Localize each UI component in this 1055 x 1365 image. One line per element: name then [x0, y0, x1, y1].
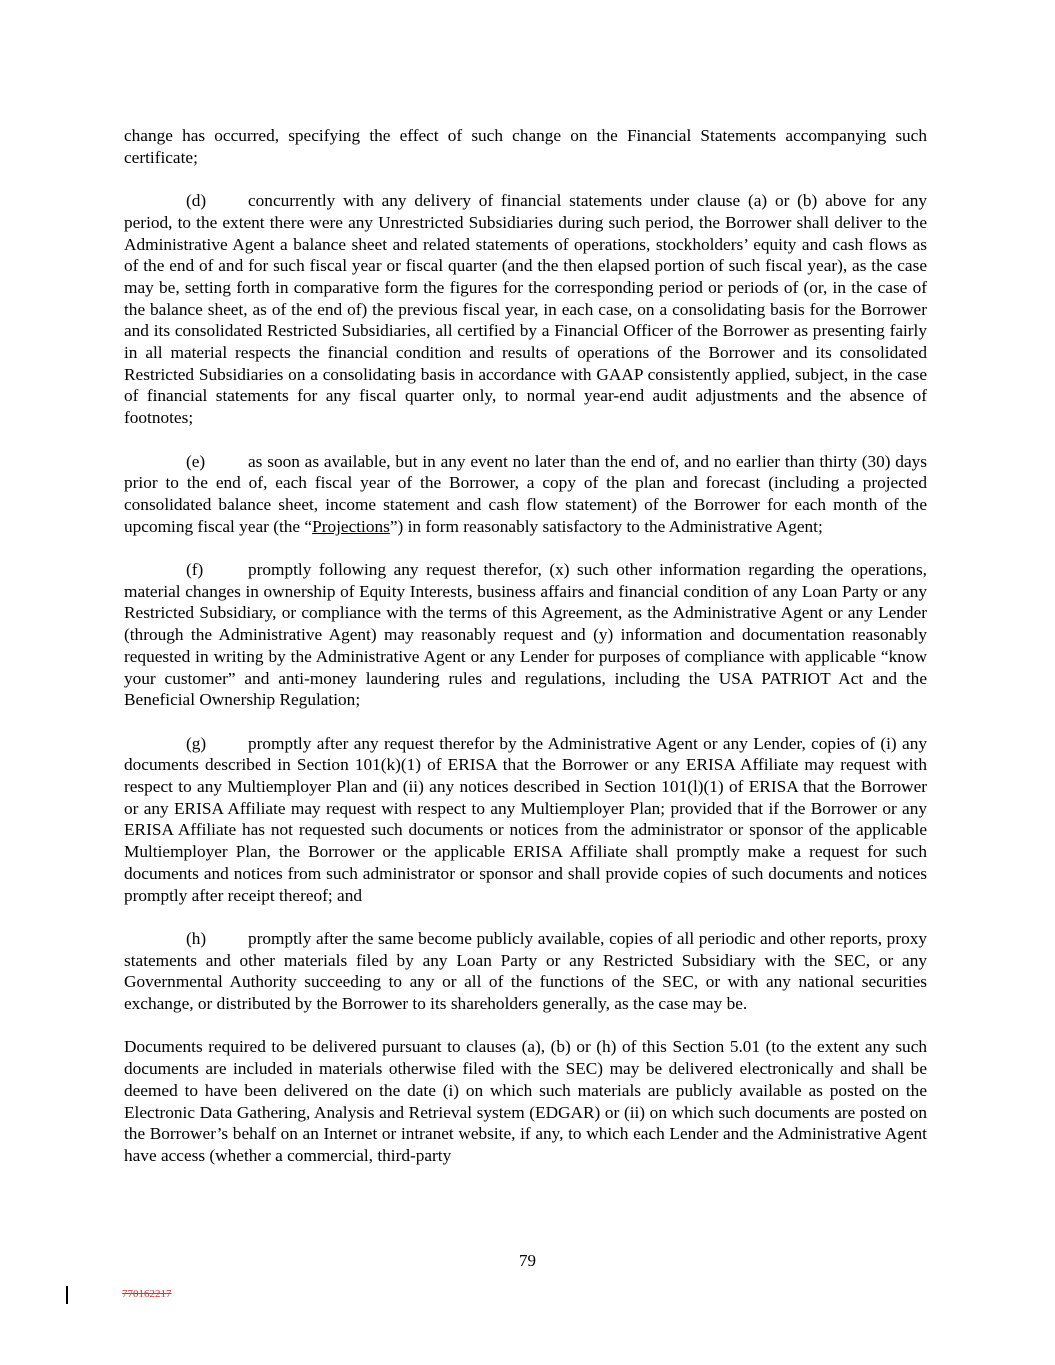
document-body — [124, 125, 927, 1188]
paragraph-text: change has occurred, specifying the effect of such change on the Financial Statements accompanying such certificate; — [124, 126, 927, 167]
revision-change-bar — [66, 1286, 68, 1304]
clause-text: promptly following any request therefor, (x) such other information regarding the operations, material changes in ownership of Equity Interests, business affairs and financial condition of any Loan Party or any Restricted Subsidiary, or compliance with the terms of this Agreement, as the Administrative Agent or any Lender (through the Administrative Agent) may reasonably request and (y) information and documentation reasonably requested in writing by the Administrative Agent or any Lender for purposes of compliance with applicable “know your customer” and anti-money laundering rules and regulations, including the USA PATRIOT Act and the Beneficial Ownership Regulation; — [124, 560, 927, 710]
clause-g — [124, 733, 927, 907]
clause-text: as soon as available, but in any event no later than the end of, and no earlier than thirty (30) days prior to the end of, each fiscal year of the Borrower, a copy of the plan and forecast (including a projected consolidated balance sheet, income statement and cash flow statement) of the Borrower for each month of the upcoming fiscal year (the “ — [124, 451, 927, 536]
clause-text: concurrently with any delivery of financial statements under clause (a) or (b) above for any period, to the extent there were any Unrestricted Subsidiaries during such period, the Borrower shall deliver to the Administrative Agent a balance sheet and related statements of operations, stockholders’ equity and cash flows as of the end of and for such fiscal year or fiscal quarter (and the then elapsed portion of such fiscal year), as the case may be, setting forth in comparative form the figures for the corresponding period or periods of (or, in the case of the balance sheet, as of the end of) the previous fiscal year, in each case, on a consolidating basis for the Borrower and its consolidated Restricted Subsidiaries, all certified by a Financial Officer of the Borrower as presenting fairly in all material respects the financial condition and results of operations of the Borrower and its consolidated Restricted Subsidiaries on a consolidating basis in accordance with GAAP consistently applied, subject, in the case of financial statements for any fiscal quarter only, to normal year-end audit adjustments and the absence of footnotes; — [124, 191, 927, 428]
clause-label: (h) — [186, 928, 207, 948]
defined-term-projections: Projections — [312, 516, 390, 536]
paragraph-intro — [124, 125, 927, 168]
clause-label: (e) — [186, 451, 206, 471]
clause-f — [124, 559, 927, 711]
clause-d — [124, 190, 927, 429]
document-id: 770162217 — [122, 1288, 172, 1300]
clause-text-end: ”) in form reasonably satisfactory to the Administrative Agent; — [389, 516, 823, 536]
paragraph-text: Documents required to be delivered pursuant to clauses (a), (b) or (h) of this Section 5.01 (to the extent any such documents are included in materials otherwise filed with the SEC) may be delivered electronically and shall be deemed to have been delivered on the date (i) on which such materials are publicly available as posted on the Electronic Data Gathering, Analysis and Retrieval system (EDGAR) or (ii) on which such documents are posted on the Borrower’s behalf on an Internet or intranet website, if any, to which each Lender and the Administrative Agent have access (whether a commercial, third-party — [124, 1037, 927, 1165]
paragraph-closing — [124, 1036, 927, 1166]
clause-label: (d) — [186, 191, 207, 211]
clause-text: promptly after any request therefor by the Administrative Agent or any Lender, copies of (i) any documents described in Section 101(k)(1) of ERISA that the Borrower or any ERISA Affiliate may request with respect to any Multiemployer Plan and (ii) any notices described in Section 101(l)(1) of ERISA that the Borrower or any ERISA Affiliate may request with respect to any Multiemployer Plan; provided that if the Borrower or any ERISA Affiliate has not requested such documents or notices from the administrator or sponsor of the applicable Multiemployer Plan, the Borrower or the applicable ERISA Affiliate shall promptly make a request for such documents and notices from such administrator or sponsor and shall provide copies of such documents and notices promptly after receipt thereof; and — [124, 733, 927, 905]
clause-e — [124, 451, 927, 538]
clause-h — [124, 928, 927, 1015]
clause-text: promptly after the same become publicly available, copies of all periodic and other reports, proxy statements and other materials filed by any Loan Party or any Restricted Subsidiary with the SEC, or any Governmental Authority succeeding to any or all of the functions of the SEC, or with any national securities exchange, or distributed by the Borrower to its shareholders generally, as the case may be. — [124, 928, 927, 1014]
clause-label: (g) — [186, 733, 207, 753]
clause-label: (f) — [186, 560, 204, 580]
page-number: 79 — [519, 1251, 536, 1270]
